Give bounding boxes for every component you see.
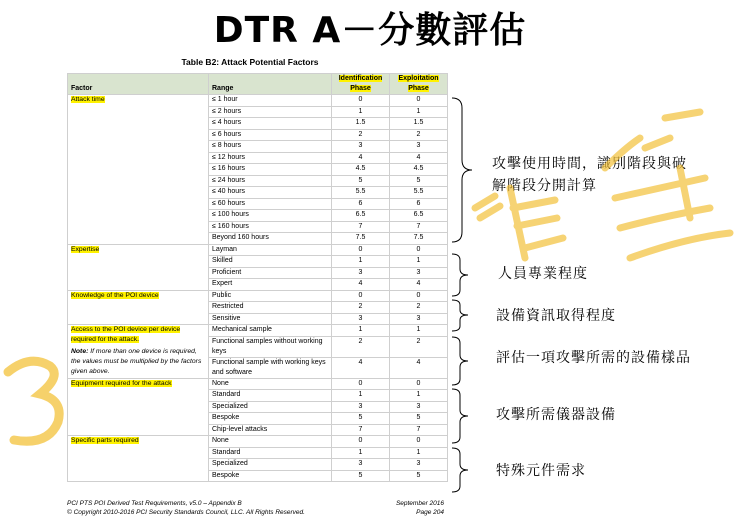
exploitation-value: 2	[390, 302, 448, 314]
exploitation-value: 1	[390, 325, 448, 337]
factor-label: Access to the POI device per device required for the attack.	[71, 326, 181, 343]
table-row	[68, 95, 448, 107]
identification-value: 1	[332, 447, 390, 459]
range-cell: ≤ 8 hours	[209, 141, 332, 153]
annotation-attack-time-line1: 攻擊使用時間，識別階段與破	[492, 156, 687, 172]
exploitation-value: 4	[390, 152, 448, 164]
identification-value: 3	[332, 313, 390, 325]
footer-page-number: Page 204	[416, 509, 444, 516]
range-cell: None	[209, 436, 332, 448]
range-cell: Expert	[209, 279, 332, 291]
range-cell: ≤ 24 hours	[209, 175, 332, 187]
exploitation-value: 3	[390, 141, 448, 153]
range-cell: Restricted	[209, 302, 332, 314]
range-cell: Proficient	[209, 267, 332, 279]
header-factor: Factor	[68, 74, 209, 95]
range-cell: Specialized	[209, 401, 332, 413]
exploitation-value: 0	[390, 244, 448, 256]
handwritten-scribble-3	[0, 352, 70, 452]
annotation-knowledge: 設備資訊取得程度	[496, 308, 616, 324]
identification-value: 5	[332, 175, 390, 187]
annotation-access: 評估一項攻擊所需的設備樣品	[496, 350, 691, 366]
table-row	[68, 378, 448, 390]
exploitation-value: 7	[390, 424, 448, 436]
range-cell: Bespoke	[209, 413, 332, 425]
exploitation-value: 1	[390, 256, 448, 268]
factor-cell	[68, 436, 209, 482]
exploitation-value: 6	[390, 198, 448, 210]
identification-value: 1	[332, 325, 390, 337]
identification-value: 4	[332, 279, 390, 291]
range-cell: ≤ 160 hours	[209, 221, 332, 233]
range-cell: ≤ 60 hours	[209, 198, 332, 210]
identification-value: 5.5	[332, 187, 390, 199]
range-cell: Bespoke	[209, 470, 332, 482]
identification-value: 7.5	[332, 233, 390, 245]
identification-value: 4.5	[332, 164, 390, 176]
identification-value: 3	[332, 267, 390, 279]
identification-value: 1.5	[332, 118, 390, 130]
range-cell: Specialized	[209, 459, 332, 471]
identification-value: 5	[332, 413, 390, 425]
identification-value: 7	[332, 424, 390, 436]
identification-value: 3	[332, 401, 390, 413]
identification-value: 1	[332, 390, 390, 402]
exploitation-value: 3	[390, 313, 448, 325]
identification-value: 2	[332, 302, 390, 314]
exploitation-value: 3	[390, 459, 448, 471]
factor-cell	[68, 95, 209, 245]
identification-value: 4	[332, 152, 390, 164]
table-row	[68, 244, 448, 256]
table-header-row	[68, 74, 448, 95]
range-cell: None	[209, 378, 332, 390]
identification-value: 0	[332, 290, 390, 302]
exploitation-value: 6.5	[390, 210, 448, 222]
brace-equipment	[450, 387, 480, 445]
table-row	[68, 325, 448, 337]
identification-value: 1	[332, 256, 390, 268]
range-cell: Functional samples without working keys	[209, 336, 332, 357]
range-cell: ≤ 12 hours	[209, 152, 332, 164]
table-row	[68, 436, 448, 448]
identification-value: 5	[332, 470, 390, 482]
range-cell: ≤ 16 hours	[209, 164, 332, 176]
page-footer-left	[67, 499, 305, 517]
exploitation-value: 5.5	[390, 187, 448, 199]
exploitation-value: 3	[390, 401, 448, 413]
identification-value: 0	[332, 95, 390, 107]
range-cell: Beyond 160 hours	[209, 233, 332, 245]
brace-parts	[450, 446, 480, 494]
footer-copyright: © Copyright 2010-2016 PCI Security Standards Council, LLC. All Rights Reserved.	[67, 509, 305, 516]
identification-value: 0	[332, 378, 390, 390]
range-cell: ≤ 4 hours	[209, 118, 332, 130]
exploitation-value: 1	[390, 390, 448, 402]
identification-value: 0	[332, 436, 390, 448]
exploitation-value: 0	[390, 436, 448, 448]
brace-knowledge	[450, 298, 480, 333]
exploitation-value: 7.5	[390, 233, 448, 245]
identification-value: 6.5	[332, 210, 390, 222]
identification-value: 7	[332, 221, 390, 233]
exploitation-value: 2	[390, 336, 448, 357]
exploitation-value: 5	[390, 470, 448, 482]
range-cell: Public	[209, 290, 332, 302]
exploitation-value: 4	[390, 279, 448, 291]
factor-label: Knowledge of the POI device	[71, 291, 159, 299]
identification-value: 2	[332, 129, 390, 141]
identification-value: 0	[332, 244, 390, 256]
exploitation-value: 5	[390, 175, 448, 187]
range-cell: ≤ 2 hours	[209, 106, 332, 118]
range-cell: Mechanical sample	[209, 325, 332, 337]
note-label: Note:	[71, 348, 89, 355]
page-footer-right	[380, 499, 444, 517]
header-exploitation: Exploitation Phase	[390, 74, 448, 95]
range-cell: ≤ 100 hours	[209, 210, 332, 222]
table-caption: Table B2: Attack Potential Factors	[181, 57, 319, 67]
range-cell: ≤ 1 hour	[209, 95, 332, 107]
table-row	[68, 290, 448, 302]
factor-label: Expertise	[71, 245, 100, 253]
table-body	[68, 95, 448, 482]
factor-cell	[68, 325, 209, 379]
identification-value: 2	[332, 336, 390, 357]
exploitation-value: 1	[390, 447, 448, 459]
factor-cell	[68, 290, 209, 325]
identification-value: 4	[332, 357, 390, 378]
range-cell: Standard	[209, 447, 332, 459]
annotation-attack-time-line2: 解階段分開計算	[492, 178, 597, 194]
attack-potential-table	[67, 73, 448, 482]
identification-value: 1	[332, 106, 390, 118]
factor-cell	[68, 244, 209, 290]
exploitation-value: 4.5	[390, 164, 448, 176]
range-cell: Functional sample with working keys and software	[209, 357, 332, 378]
exploitation-value: 5	[390, 413, 448, 425]
range-cell: Sensitive	[209, 313, 332, 325]
range-cell: ≤ 40 hours	[209, 187, 332, 199]
exploitation-value: 7	[390, 221, 448, 233]
identification-value: 3	[332, 141, 390, 153]
footer-document-title: PCI PTS POI Derived Test Requirements, v5.0 – Appendix B	[67, 500, 242, 507]
exploitation-value: 0	[390, 378, 448, 390]
range-cell: Standard	[209, 390, 332, 402]
note-text: If more than one device is required, the values must be multiplied by the factors given above.	[71, 348, 202, 375]
range-cell: Skilled	[209, 256, 332, 268]
factor-label: Attack time	[71, 96, 105, 103]
identification-value: 6	[332, 198, 390, 210]
factor-note	[71, 347, 205, 377]
annotation-equipment: 攻擊所需儀器設備	[496, 407, 616, 423]
exploitation-value: 1	[390, 106, 448, 118]
identification-value: 3	[332, 459, 390, 471]
exploitation-value: 0	[390, 290, 448, 302]
exploitation-value: 2	[390, 129, 448, 141]
slide-title: DTR A－分數評估	[213, 10, 527, 51]
handwritten-scribble-signature	[455, 108, 740, 268]
footer-date: September 2016	[395, 500, 444, 507]
range-cell: ≤ 6 hours	[209, 129, 332, 141]
exploitation-value: 4	[390, 357, 448, 378]
exploitation-value: 3	[390, 267, 448, 279]
range-cell: Layman	[209, 244, 332, 256]
header-identification: Identification Phase	[332, 74, 390, 95]
exploitation-value: 0	[390, 95, 448, 107]
annotation-expertise: 人員專業程度	[498, 266, 588, 282]
brace-access	[450, 335, 480, 387]
factor-label: Specific parts required	[71, 437, 139, 444]
header-range: Range	[209, 74, 332, 95]
factor-label: Equipment required for the attack	[71, 379, 172, 387]
exploitation-value: 1.5	[390, 118, 448, 130]
factor-cell	[68, 378, 209, 436]
annotation-parts: 特殊元件需求	[496, 463, 586, 479]
range-cell: Chip-level attacks	[209, 424, 332, 436]
